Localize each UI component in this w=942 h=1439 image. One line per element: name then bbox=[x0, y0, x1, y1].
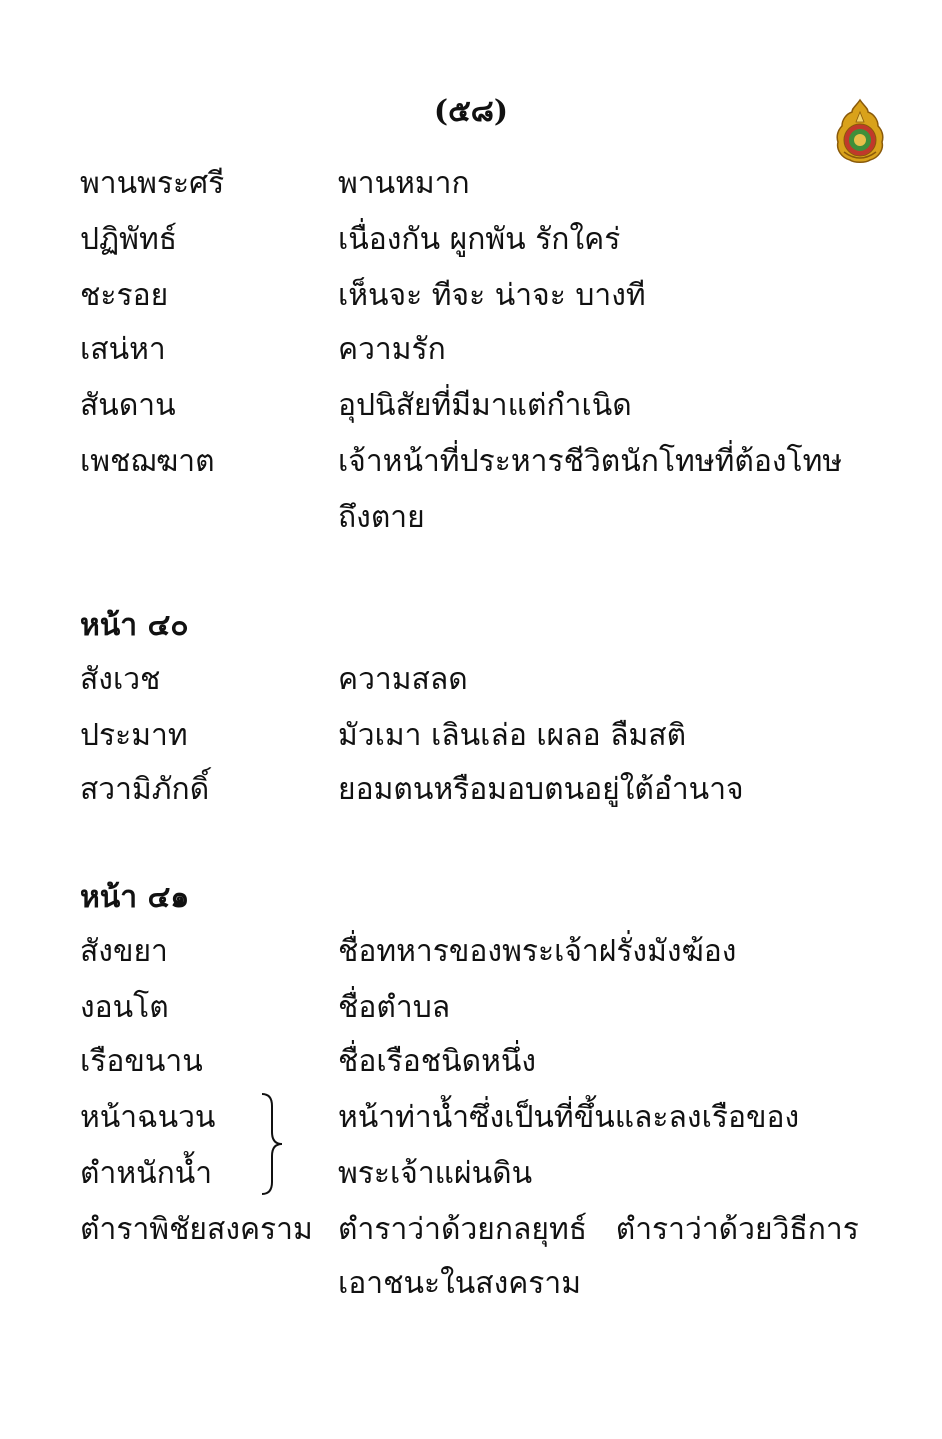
definition: อุปนิสัยที่มีมาแต่กำเนิด bbox=[338, 388, 632, 423]
section-heading-page-41: หน้า ๔๑ bbox=[80, 880, 190, 915]
term: หน้าฉนวน bbox=[80, 1100, 216, 1135]
definition-continuation: พระเจ้าแผ่นดิน bbox=[338, 1156, 533, 1191]
definition: เจ้าหน้าที่ประหารชีวิตนักโทษที่ต้องโทษ bbox=[338, 444, 843, 479]
definition: เนื่องกัน ผูกพัน รักใคร่ bbox=[338, 222, 621, 257]
definition: ชื่อตำบล bbox=[338, 990, 451, 1025]
term: สังขยา bbox=[80, 934, 168, 969]
definition: ชื่อทหารของพระเจ้าฝรั่งมังฆ้อง bbox=[338, 934, 737, 969]
definition: ชื่อเรือชนิดหนึ่ง bbox=[338, 1044, 537, 1079]
term: เสน่หา bbox=[80, 332, 166, 367]
term: สันดาน bbox=[80, 388, 176, 423]
term: งอนโต bbox=[80, 990, 169, 1025]
section-heading-page-40: หน้า ๔๐ bbox=[80, 608, 189, 643]
definition: ยอมตนหรือมอบตนอยู่ใต้อำนาจ bbox=[338, 772, 744, 807]
page-number: (๕๘) bbox=[433, 94, 509, 129]
right-brace-icon bbox=[258, 1092, 286, 1196]
term: เพชฌฆาต bbox=[80, 444, 215, 479]
definition: ความรัก bbox=[338, 332, 446, 367]
term: สังเวช bbox=[80, 662, 161, 697]
term: ตำราพิชัยสงคราม bbox=[80, 1212, 313, 1247]
term: พานพระศรี bbox=[80, 166, 225, 201]
definition: ความสลด bbox=[338, 662, 468, 697]
ministry-of-education-emblem-icon bbox=[834, 98, 886, 164]
term: ปฏิพัทธ์ bbox=[80, 222, 178, 257]
definition-continuation: เอาชนะในสงคราม bbox=[338, 1266, 582, 1301]
definition: ตำราว่าด้วยกลยุทธ์ ตำราว่าด้วยวิธีการ bbox=[338, 1212, 859, 1247]
definition: พานหมาก bbox=[338, 166, 470, 201]
term: สวามิภักดิ์ bbox=[80, 772, 210, 807]
definition: หน้าท่าน้ำซึ่งเป็นที่ขึ้นและลงเรือของ bbox=[338, 1100, 800, 1135]
term: ตำหนักน้ำ bbox=[80, 1156, 213, 1191]
term: ชะรอย bbox=[80, 278, 169, 313]
definition: มัวเมา เลินเล่อ เผลอ ลืมสติ bbox=[338, 718, 687, 753]
term: เรือขนาน bbox=[80, 1044, 203, 1079]
definition: เห็นจะ ทีจะ น่าจะ บางที bbox=[338, 278, 646, 313]
definition-continuation: ถึงตาย bbox=[338, 500, 425, 535]
term: ประมาท bbox=[80, 718, 188, 753]
